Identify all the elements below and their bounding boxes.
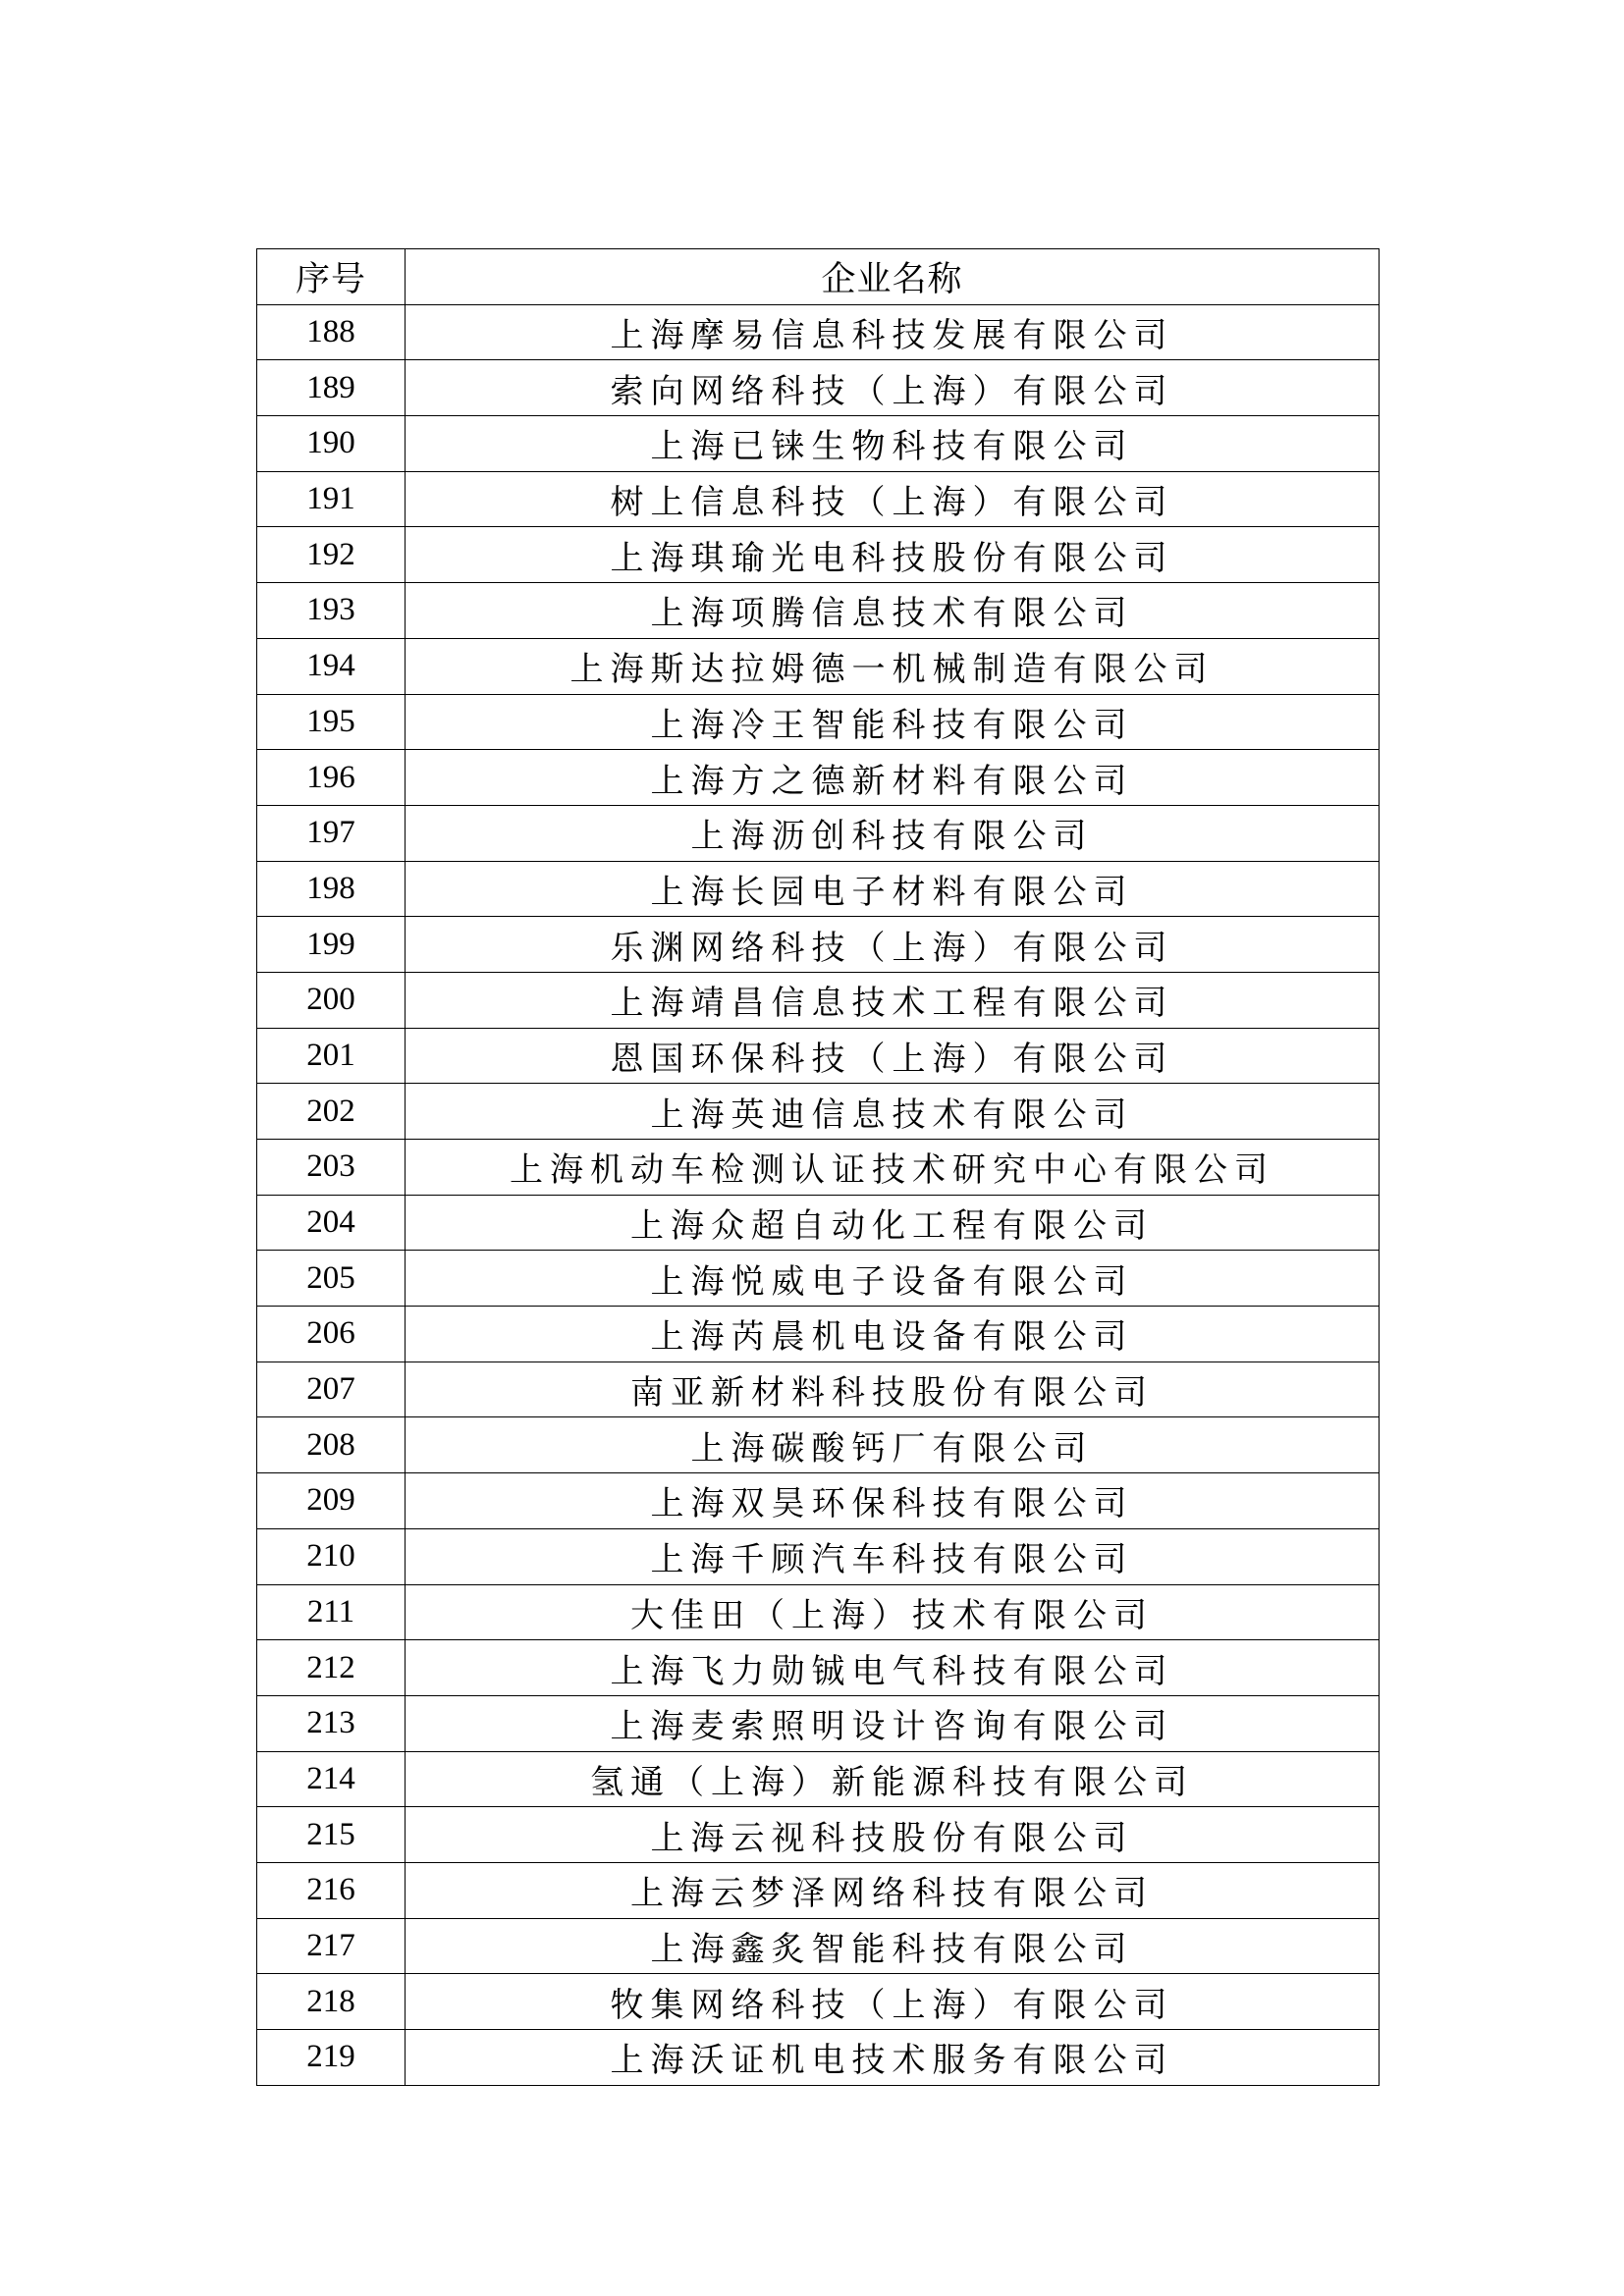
table-row [257, 1640, 1380, 1696]
row-index: 195 [257, 694, 406, 750]
table-row [257, 1807, 1380, 1863]
row-index: 214 [257, 1751, 406, 1807]
table-row [257, 1862, 1380, 1918]
table-row [257, 1251, 1380, 1307]
row-company-name: 上海已铼生物科技有限公司 [406, 416, 1380, 472]
table-row [257, 1584, 1380, 1640]
row-company-name: 上海鑫炙智能科技有限公司 [406, 1918, 1380, 1974]
row-index: 190 [257, 416, 406, 472]
table-row [257, 1751, 1380, 1807]
row-index: 219 [257, 2030, 406, 2086]
row-company-name: 上海千顾汽车科技有限公司 [406, 1528, 1380, 1584]
table-row [257, 1028, 1380, 1084]
table-row [257, 694, 1380, 750]
table-row [257, 304, 1380, 360]
row-index: 203 [257, 1140, 406, 1196]
row-company-name: 上海众超自动化工程有限公司 [406, 1195, 1380, 1251]
row-company-name: 上海双昊环保科技有限公司 [406, 1473, 1380, 1529]
table-row [257, 861, 1380, 917]
table-row [257, 1307, 1380, 1362]
row-company-name: 恩国环保科技（上海）有限公司 [406, 1028, 1380, 1084]
row-company-name: 上海飞力勋铖电气科技有限公司 [406, 1640, 1380, 1696]
row-company-name: 树上信息科技（上海）有限公司 [406, 471, 1380, 527]
row-index: 204 [257, 1195, 406, 1251]
table-row [257, 917, 1380, 973]
row-index: 198 [257, 861, 406, 917]
row-index: 209 [257, 1473, 406, 1529]
row-index: 199 [257, 917, 406, 973]
table-row [257, 2030, 1380, 2086]
table-row [257, 416, 1380, 472]
row-company-name: 上海靖昌信息技术工程有限公司 [406, 972, 1380, 1028]
table-row [257, 527, 1380, 583]
table-row [257, 972, 1380, 1028]
company-list-table [256, 248, 1380, 2086]
row-company-name: 上海机动车检测认证技术研究中心有限公司 [406, 1140, 1380, 1196]
row-company-name: 上海摩易信息科技发展有限公司 [406, 304, 1380, 360]
row-index: 207 [257, 1362, 406, 1417]
row-company-name: 氢通（上海）新能源科技有限公司 [406, 1751, 1380, 1807]
row-company-name: 上海冷王智能科技有限公司 [406, 694, 1380, 750]
table-row [257, 1195, 1380, 1251]
table-row [257, 1417, 1380, 1473]
table-header-row [257, 249, 1380, 305]
table-row [257, 1140, 1380, 1196]
row-company-name: 上海云视科技股份有限公司 [406, 1807, 1380, 1863]
table-row [257, 360, 1380, 416]
row-index: 191 [257, 471, 406, 527]
row-company-name: 上海麦索照明设计咨询有限公司 [406, 1695, 1380, 1751]
row-index: 208 [257, 1417, 406, 1473]
table-row [257, 1084, 1380, 1140]
row-index: 213 [257, 1695, 406, 1751]
row-company-name: 南亚新材料科技股份有限公司 [406, 1362, 1380, 1417]
row-company-name: 上海芮晨机电设备有限公司 [406, 1307, 1380, 1362]
row-index: 217 [257, 1918, 406, 1974]
row-index: 200 [257, 972, 406, 1028]
table-body [257, 304, 1380, 2085]
row-index: 188 [257, 304, 406, 360]
row-company-name: 上海云梦泽网络科技有限公司 [406, 1862, 1380, 1918]
row-index: 212 [257, 1640, 406, 1696]
table-row [257, 583, 1380, 639]
table-row [257, 638, 1380, 694]
row-company-name: 索向网络科技（上海）有限公司 [406, 360, 1380, 416]
table-row [257, 1473, 1380, 1529]
row-index: 206 [257, 1307, 406, 1362]
row-company-name: 大佳田（上海）技术有限公司 [406, 1584, 1380, 1640]
row-company-name: 上海长园电子材料有限公司 [406, 861, 1380, 917]
table-row [257, 1362, 1380, 1417]
table-row [257, 750, 1380, 806]
header-company-name: 企业名称 [406, 249, 1380, 305]
row-index: 202 [257, 1084, 406, 1140]
row-index: 193 [257, 583, 406, 639]
row-company-name: 乐渊网络科技（上海）有限公司 [406, 917, 1380, 973]
row-company-name: 上海沃证机电技术服务有限公司 [406, 2030, 1380, 2086]
table-row [257, 1528, 1380, 1584]
row-index: 218 [257, 1974, 406, 2030]
table-row [257, 1974, 1380, 2030]
header-index: 序号 [257, 249, 406, 305]
row-company-name: 上海悦威电子设备有限公司 [406, 1251, 1380, 1307]
table-row [257, 471, 1380, 527]
row-company-name: 上海斯达拉姆德一机械制造有限公司 [406, 638, 1380, 694]
row-index: 192 [257, 527, 406, 583]
row-company-name: 上海项腾信息技术有限公司 [406, 583, 1380, 639]
row-index: 215 [257, 1807, 406, 1863]
row-company-name: 牧集网络科技（上海）有限公司 [406, 1974, 1380, 2030]
row-company-name: 上海碳酸钙厂有限公司 [406, 1417, 1380, 1473]
row-company-name: 上海沥创科技有限公司 [406, 805, 1380, 861]
row-index: 216 [257, 1862, 406, 1918]
row-index: 205 [257, 1251, 406, 1307]
row-index: 197 [257, 805, 406, 861]
row-index: 211 [257, 1584, 406, 1640]
table-row [257, 1695, 1380, 1751]
row-index: 189 [257, 360, 406, 416]
row-index: 194 [257, 638, 406, 694]
row-index: 201 [257, 1028, 406, 1084]
table-row [257, 1918, 1380, 1974]
row-company-name: 上海琪瑜光电科技股份有限公司 [406, 527, 1380, 583]
row-index: 210 [257, 1528, 406, 1584]
row-index: 196 [257, 750, 406, 806]
table-row [257, 805, 1380, 861]
row-company-name: 上海英迪信息技术有限公司 [406, 1084, 1380, 1140]
row-company-name: 上海方之德新材料有限公司 [406, 750, 1380, 806]
